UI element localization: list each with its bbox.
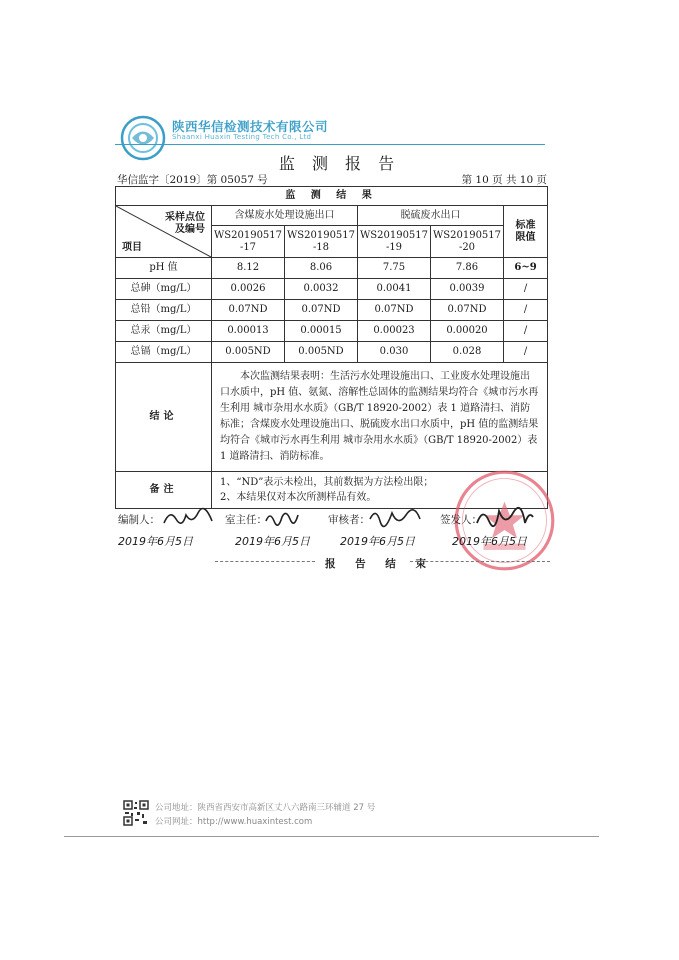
- issuer-label: 签发人：: [440, 514, 482, 526]
- result-value: 0.07ND: [358, 300, 431, 321]
- reviewer-date: 2019年6月5日: [340, 535, 415, 548]
- std-header: 标准 限值: [504, 206, 548, 258]
- result-value: 0.005ND: [212, 342, 285, 363]
- section-title-row: [116, 187, 548, 206]
- corner-header-bottom: 项目: [122, 241, 142, 253]
- director-label: 室主任：: [225, 514, 267, 526]
- result-value: 0.07ND: [285, 300, 358, 321]
- notes-label: 备注: [116, 472, 212, 509]
- result-value: 0.00020: [431, 321, 504, 342]
- result-value: 0.0026: [212, 279, 285, 300]
- issuer-signature-icon: [475, 505, 535, 531]
- result-value: 8.06: [285, 258, 358, 279]
- item-name: 总汞（mg/L）: [116, 321, 212, 342]
- result-value: 0.0041: [358, 279, 431, 300]
- item-name: 总砷（mg/L）: [116, 279, 212, 300]
- conclusion-row: [116, 363, 548, 472]
- result-value: 0.07ND: [212, 300, 285, 321]
- item-name: pH 值: [116, 258, 212, 279]
- note-item: 2、本结果仅对本次所测样品有效。: [220, 492, 377, 503]
- result-value: 0.0039: [431, 279, 504, 300]
- result-value: 0.07ND: [431, 300, 504, 321]
- table-row: [116, 342, 548, 363]
- reviewer-signature-icon: [366, 505, 426, 531]
- corner-header-top: 采样点位 及编号: [165, 212, 205, 235]
- note-item: 1、“ND”表示未检出，其前数据为方法检出限；: [220, 477, 434, 488]
- result-value: 7.86: [431, 258, 504, 279]
- result-value: 0.00013: [212, 321, 285, 342]
- company-address: 公司地址：陕西省西安市高新区丈八六路南三环辅道 27 号: [155, 803, 376, 813]
- footer-rule: [64, 836, 599, 837]
- director-date: 2019年6月5日: [235, 535, 310, 548]
- std-value: /: [504, 300, 548, 321]
- reviewer-label: 审核者：: [328, 514, 370, 526]
- header-rule: [115, 144, 545, 145]
- sample-code: WS20190517 -18: [285, 226, 358, 258]
- conclusion-text: 本次监测结果表明：生活污水处理设施出口、工业废水处理设施出口水质中，pH 值、氨氮、溶解性总固体的监测结果均符合《城市污水再生利用 城市杂用水水质》（GB/T 18920-2002）表 1 道路清扫、消防标准；含煤废水处理设施出口、脱硫废水出口水质中，pH 值的监测结果均符合《城市污水再生利用 城市杂用水水质》（GB/T 18920-2002）表 1 道路清扫、消防标准。: [212, 363, 548, 472]
- result-value: 8.12: [212, 258, 285, 279]
- sample-code: WS20190517 -19: [358, 226, 431, 258]
- result-value: 0.005ND: [285, 342, 358, 363]
- report-title: 监 测 报 告: [278, 154, 401, 173]
- company-website: 公司网址：http://www.huaxintest.com: [155, 817, 313, 827]
- result-value: 0.030: [358, 342, 431, 363]
- site-header: 含煤废水处理设施出口: [212, 206, 358, 226]
- table-row: [116, 321, 548, 342]
- company-name-cn: 陕西华信检测技术有限公司: [172, 119, 329, 134]
- site-header: 脱硫废水出口: [358, 206, 504, 226]
- table-row: [116, 258, 548, 279]
- std-value: /: [504, 342, 548, 363]
- director-signature-icon: [262, 505, 322, 531]
- page-number: 第 10 页 共 10 页: [461, 174, 547, 186]
- corner-header: [116, 206, 212, 258]
- end-dash-left: [215, 561, 315, 562]
- sample-code: WS20190517 -17: [212, 226, 285, 258]
- result-value: 0.028: [431, 342, 504, 363]
- std-value: 6~9: [504, 258, 548, 279]
- company-name-en: Shaanxi Huaxin Testing Tech Co., Ltd: [172, 133, 312, 141]
- results-table: [115, 186, 548, 509]
- report-number: 华信监字〔2019〕第 05057 号: [117, 174, 268, 186]
- issuer-date: 2019年6月5日: [452, 535, 527, 548]
- compiler-date: 2019年6月5日: [118, 535, 193, 548]
- compiler-signature-icon: [160, 505, 220, 531]
- result-value: 0.0032: [285, 279, 358, 300]
- report-end: 报 告 结 束: [325, 558, 434, 570]
- item-name: 总铅（mg/L）: [116, 300, 212, 321]
- sample-code: WS20190517 -20: [431, 226, 504, 258]
- table-row: [116, 300, 548, 321]
- qr-code-icon: [123, 800, 149, 826]
- item-name: 总镉（mg/L）: [116, 342, 212, 363]
- std-value: /: [504, 279, 548, 300]
- result-value: 0.00015: [285, 321, 358, 342]
- std-value: /: [504, 321, 548, 342]
- compiler-label: 编制人：: [118, 514, 160, 526]
- table-row: [116, 279, 548, 300]
- result-value: 0.00023: [358, 321, 431, 342]
- header-row-sites: [116, 206, 548, 226]
- section-title: 监 测 结 果: [116, 187, 548, 206]
- result-value: 7.75: [358, 258, 431, 279]
- conclusion-label: 结论: [116, 363, 212, 472]
- end-dash-right: [410, 561, 550, 562]
